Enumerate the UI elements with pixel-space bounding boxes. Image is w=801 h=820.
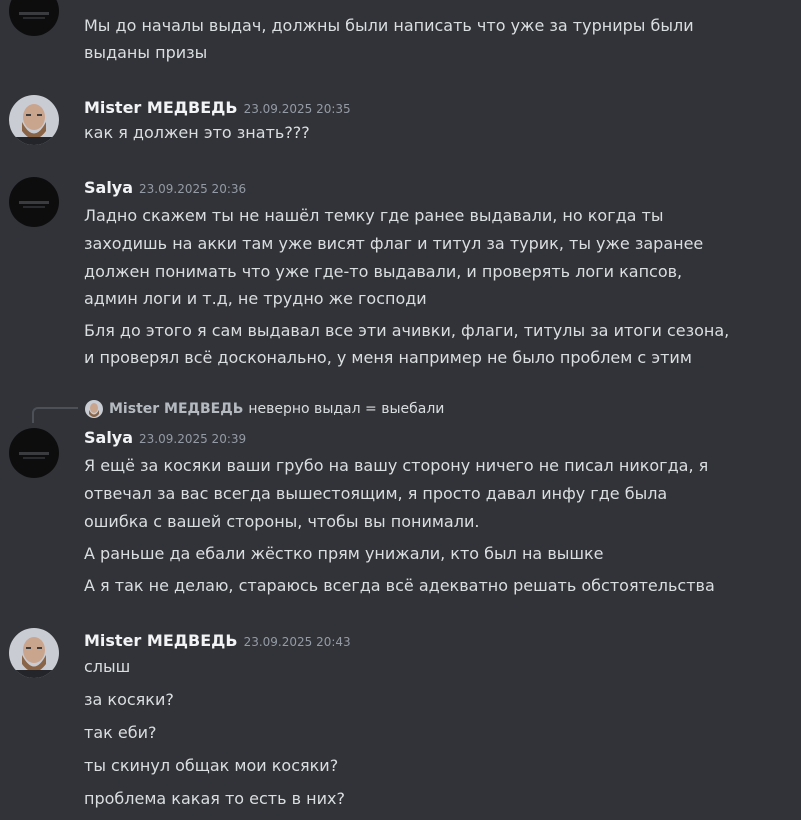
reply-text[interactable]: неверно выдал = выебали [248,401,445,417]
reply-connector [32,407,78,423]
message-header [84,178,246,199]
message-line: Я ещё за косяки ваши грубо на вашу сторону ничего не писал никогда, я [84,456,709,475]
author-name[interactable]: Salya [84,428,134,447]
message-line: ошибка с вашей стороны, чтобы вы понимали. [84,512,480,531]
message-header [84,428,246,449]
message-line: ты скинул общак мои косяки? [84,756,339,775]
avatar-salya[interactable] [9,0,59,36]
message-header [84,631,351,652]
message-line: заходишь на акки там уже висят флаг и титул за турик, ты уже заранее [84,234,704,253]
avatar-mister-medved[interactable] [9,95,59,145]
message-line: Мы до началы выдач, должны были написать что уже за турниры были [84,16,694,35]
message-line: так еби? [84,723,157,742]
message-line: должен понимать что уже где-то выдавали, и проверять логи капсов, [84,262,683,281]
message-line: отвечал за вас всегда вышестоящим, я просто давал инфу где была [84,484,668,503]
author-name[interactable]: Mister МЕДВЕДЬ [84,631,238,650]
timestamp[interactable]: 23.09.2025 20:36 [139,182,247,196]
author-name[interactable]: Mister МЕДВЕДЬ [84,98,238,117]
message-line: выданы призы [84,43,208,62]
message-line: А я так не делаю, стараюсь всегда всё адекватно решать обстоятельства [84,576,715,595]
author-name[interactable]: Salya [84,178,134,197]
timestamp[interactable]: 23.09.2025 20:35 [243,102,351,116]
message-line: за косяки? [84,690,174,709]
avatar-salya[interactable] [9,177,59,227]
message-line: Бля до этого я сам выдавал все эти ачивки, флаги, титулы за итоги сезона, [84,321,730,340]
reply-reference[interactable] [85,399,444,419]
timestamp[interactable]: 23.09.2025 20:39 [139,432,247,446]
avatar-salya[interactable] [9,428,59,478]
message-line: проблема какая то есть в них? [84,789,345,808]
message-line: слыш [84,657,131,676]
timestamp[interactable]: 23.09.2025 20:43 [243,635,351,649]
avatar-mister-medved[interactable] [9,628,59,678]
message-line: и проверял всё досконально, у меня например не было проблем с этим [84,348,692,367]
reply-avatar [85,400,103,418]
message-line: Ладно скажем ты не нашёл темку где ранее выдавали, но когда ты [84,206,664,225]
reply-author[interactable]: Mister МЕДВЕДЬ [109,401,244,417]
message-header [84,98,351,119]
message-line: как я должен это знать??? [84,123,310,142]
message-line: А раньше да ебали жёстко прям унижали, кто был на вышке [84,544,604,563]
message-line: админ логи и т.д, не трудно же господи [84,289,427,308]
